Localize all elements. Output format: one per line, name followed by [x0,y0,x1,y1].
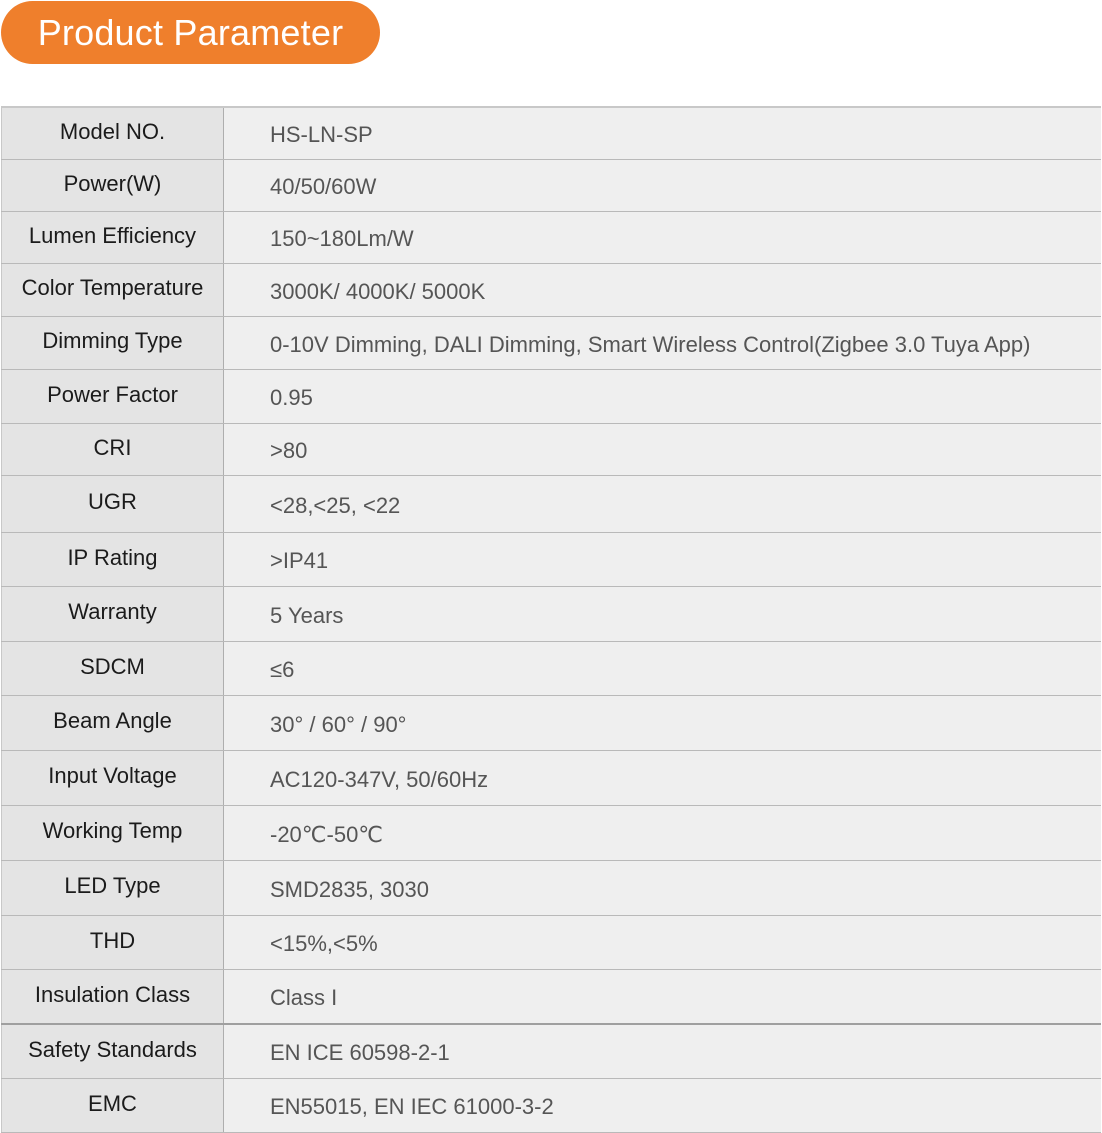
table-row [1,587,1101,642]
spec-value: HS-LN-SP [224,108,1101,159]
table-row [1,370,1101,424]
spec-label: UGR [1,476,224,532]
spec-value: -20℃-50℃ [224,806,1101,860]
spec-label: SDCM [1,642,224,695]
table-row [1,970,1101,1025]
table-row [1,108,1101,160]
spec-value: 150~180Lm/W [224,212,1101,263]
table-row [1,1079,1101,1133]
table-row [1,424,1101,476]
spec-label: Model NO. [1,108,224,159]
spec-label: Insulation Class [1,970,224,1023]
table-row [1,861,1101,916]
spec-label: EMC [1,1079,224,1132]
spec-table [1,106,1101,1133]
spec-value: AC120-347V, 50/60Hz [224,751,1101,805]
spec-label: Working Temp [1,806,224,860]
spec-value: Class I [224,970,1101,1023]
spec-value: EN55015, EN IEC 61000-3-2 [224,1079,1101,1132]
spec-label: Power(W) [1,160,224,211]
spec-value: EN ICE 60598-2-1 [224,1025,1101,1078]
spec-label: LED Type [1,861,224,915]
table-row [1,806,1101,861]
table-row [1,751,1101,806]
spec-label: Input Voltage [1,751,224,805]
spec-value: 0.95 [224,370,1101,423]
spec-label: THD [1,916,224,969]
table-row [1,317,1101,370]
spec-value: <15%,<5% [224,916,1101,969]
spec-value: 5 Years [224,587,1101,641]
spec-value: 0-10V Dimming, DALI Dimming, Smart Wireless Control(Zigbee 3.0 Tuya App) [224,317,1101,369]
spec-label: Power Factor [1,370,224,423]
table-row [1,696,1101,751]
spec-label: Beam Angle [1,696,224,750]
table-row [1,1025,1101,1079]
table-row [1,212,1101,264]
page-title: Product Parameter [1,1,380,64]
spec-label: Dimming Type [1,317,224,369]
spec-label: IP Rating [1,533,224,586]
table-row [1,160,1101,212]
spec-value: >IP41 [224,533,1101,586]
spec-value: >80 [224,424,1101,475]
spec-value: SMD2835, 3030 [224,861,1101,915]
spec-value: 40/50/60W [224,160,1101,211]
spec-value: <28,<25, <22 [224,476,1101,532]
table-row [1,264,1101,317]
spec-value: 30° / 60° / 90° [224,696,1101,750]
table-row [1,533,1101,587]
table-row [1,642,1101,696]
spec-label: Warranty [1,587,224,641]
table-row [1,476,1101,533]
spec-value: 3000K/ 4000K/ 5000K [224,264,1101,316]
spec-label: CRI [1,424,224,475]
table-row [1,916,1101,970]
spec-label: Color Temperature [1,264,224,316]
spec-label: Safety Standards [1,1025,224,1078]
spec-value: ≤6 [224,642,1101,695]
spec-label: Lumen Efficiency [1,212,224,263]
